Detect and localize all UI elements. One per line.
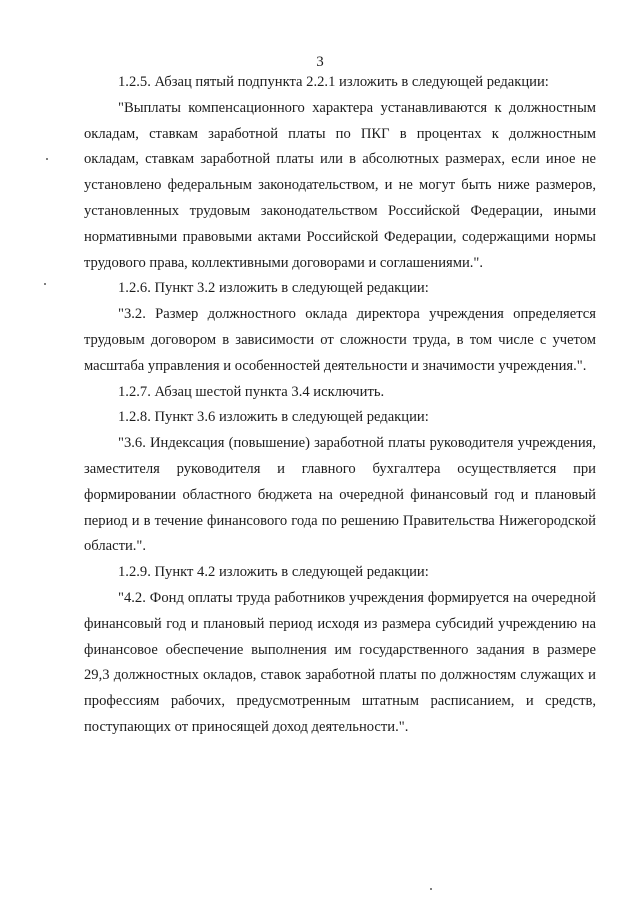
paragraph-1-2-9: 1.2.9. Пункт 4.2 изложить в следующей редакции:	[118, 564, 429, 581]
paragraph-1-2-7: 1.2.7. Абзац шестой пункта 3.4 исключить.	[118, 383, 385, 400]
paragraph-1-2-5: 1.2.5. Абзац пятый подпункта 2.2.1 изложить в следующей редакции:	[118, 74, 549, 90]
paragraph-1-2-6: 1.2.6. Пункт 3.2 изложить в следующей редакции:	[118, 280, 429, 297]
paragraph-1-2-8: 1.2.8. Пункт 3.6 изложить в следующей редакции:	[118, 409, 429, 426]
quoted-paragraph-3-2: "3.2. Размер должностного оклада директора учреждения определяется трудовым договором в зависимости от сложности труда, в том числе с учетом масштаба управления и особенностей деятельности и значимости учреждения.".	[84, 306, 596, 374]
quoted-paragraph-3-6: "3.6. Индексация (повышение) заработной платы руководителя учреждения, заместителя руководителя и главного бухгалтера осуществляется при формировании областного бюджета на очередной финансовый год и плановый период и в течение финансового года по решению Правительства Нижегородской области.".	[84, 435, 596, 555]
scan-speck	[430, 888, 432, 890]
page-number: 3	[316, 54, 324, 70]
scan-speck	[44, 283, 46, 285]
document-body	[84, 70, 596, 741]
quoted-paragraph-compensation-payments: "Выплаты компенсационного характера устанавливаются к должностным окладам, ставкам заработной платы по ПКГ в процентах к должностным окладам, ставкам заработной платы или в абсолютных размерах, если иное не установлено федеральным законодательством, и не могут быть ниже размеров, установленных трудовым законодательством Российской Федерации, иными нормативными правовыми актами Российской Федерации, содержащими нормы трудового права, коллективными договорами и соглашениями.".	[84, 99, 596, 271]
quoted-paragraph-4-2: "4.2. Фонд оплаты труда работников учреждения формируется на очередной финансовый год и плановый период исходя из размера субсидий учреждению на финансовое обеспечение выполнения им государственного задания в размере 29,3 должностных окладов, ставок заработной платы по должностям служащих и профессиям рабочих, предусмотренным штатным расписанием, и средств, поступающих от приносящей доход деятельности.".	[84, 589, 596, 735]
scan-speck	[46, 158, 48, 160]
